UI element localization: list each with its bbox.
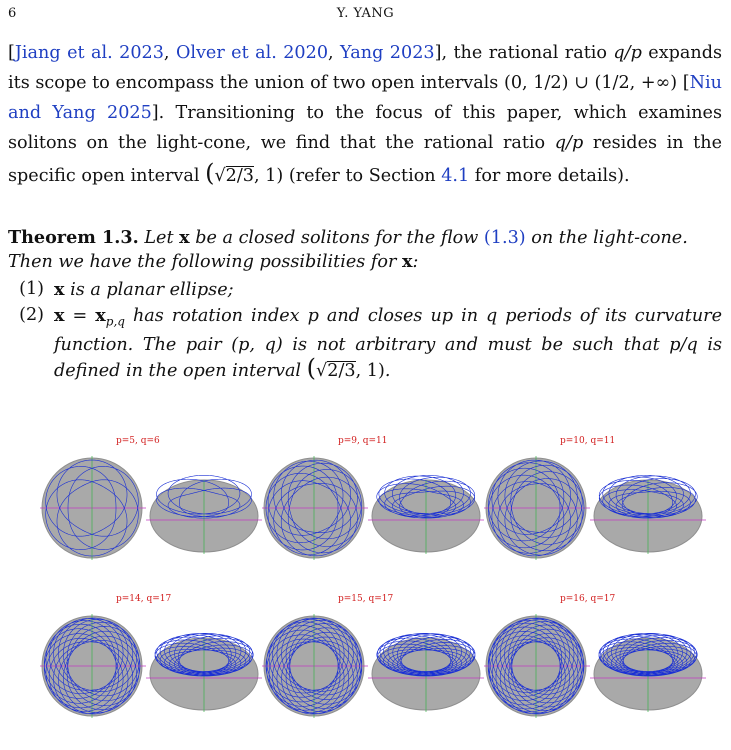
paragraph-text: ]. Transitioning to the focus of this paper, which examines solitons on the light-cone, we find that the rational ratio bbox=[8, 103, 722, 153]
soliton-plot bbox=[262, 450, 486, 570]
panel-label: p=5, q=6 bbox=[116, 436, 160, 446]
paragraph-text: for more details). bbox=[469, 166, 630, 186]
figure-panel bbox=[262, 594, 486, 729]
figure-panel bbox=[40, 594, 264, 729]
soliton-plot bbox=[262, 608, 486, 728]
equation-ref-1-3[interactable]: (1.3) bbox=[483, 228, 526, 248]
page-number: 6 bbox=[8, 6, 17, 21]
math-q-over-p: q/p bbox=[554, 133, 584, 153]
soliton-plot bbox=[484, 450, 708, 570]
figure-panel bbox=[484, 594, 708, 729]
theorem-statement: Theorem 1.3. Let x be a closed solitons for the flow (1.3) on the light-cone. Then we have the following possibilities for x: bbox=[8, 227, 688, 272]
figure-panel bbox=[262, 436, 486, 571]
panel-label: p=9, q=11 bbox=[338, 436, 388, 446]
theorem-list bbox=[8, 278, 722, 383]
panel-label: p=14, q=17 bbox=[116, 594, 172, 604]
soliton-plot bbox=[40, 608, 264, 728]
running-head: Y. YANG bbox=[336, 6, 395, 21]
separator: , bbox=[163, 43, 176, 63]
math-interval: (√2/3, 1) bbox=[205, 159, 284, 187]
list-item: (1) x is a planar ellipse; bbox=[19, 279, 234, 300]
citation-olver-2020[interactable]: Olver et al. 2020 bbox=[175, 43, 329, 63]
citation-jiang-2023[interactable]: Jiang et al. 2023 bbox=[14, 43, 164, 63]
list-item: (2) $x = x_{p,q}$ has rotation index p and closes up in q periods of its curvature function. The pair (p, q) is not arbitrary and must be such that p/q is defined in the open interval (√2/3, 1). bbox=[19, 305, 722, 382]
soliton-plot bbox=[40, 450, 264, 570]
panel-label: p=16, q=17 bbox=[560, 594, 616, 604]
theorem-1-3 bbox=[8, 226, 722, 383]
figure-panel bbox=[40, 436, 264, 571]
figure-panel bbox=[484, 436, 708, 571]
theorem-heading: Theorem 1.3. bbox=[8, 227, 139, 248]
paragraph-text: expands its scope to encompass the union of two open intervals (0, 1/2) ∪ (1/2, +∞) [ bbox=[8, 43, 723, 93]
math-q-over-p: q/p bbox=[613, 43, 642, 63]
soliton-plot bbox=[484, 608, 708, 728]
math-x: x bbox=[401, 251, 413, 272]
bracket: [ bbox=[8, 43, 15, 63]
paragraph-text: resides in the specific open interval bbox=[8, 133, 722, 186]
page-header bbox=[0, 6, 731, 26]
citation-niu-yang-2025[interactable]: Niu and Yang 2025 bbox=[8, 73, 722, 123]
body-paragraph bbox=[8, 38, 722, 191]
separator: , bbox=[328, 43, 341, 63]
paragraph-text: (refer to Section bbox=[283, 166, 442, 186]
math-x: x bbox=[179, 227, 190, 248]
paragraph-text: ], the rational ratio bbox=[434, 43, 614, 63]
citation-yang-2023[interactable]: Yang 2023 bbox=[340, 43, 435, 63]
figure-soliton-panels bbox=[0, 426, 731, 726]
panel-label: p=15, q=17 bbox=[338, 594, 394, 604]
panel-label: p=10, q=11 bbox=[560, 436, 616, 446]
section-ref-4-1[interactable]: 4.1 bbox=[441, 166, 470, 186]
